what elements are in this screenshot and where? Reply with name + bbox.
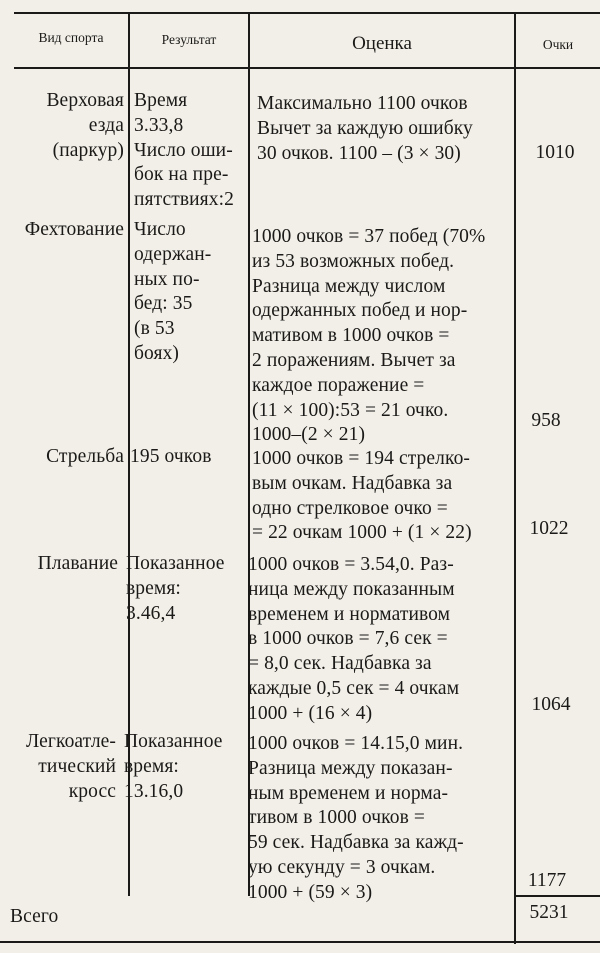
result-text: Показанное время: 13.16,0 bbox=[124, 731, 223, 802]
points-value: 1022 bbox=[529, 518, 569, 539]
result-text: Время 3.33,8 Число оши- бок на пре- пятствиях:2 bbox=[134, 90, 234, 211]
evaluation-text: 1000 очков = 194 стрелко- вым очкам. Надбавка за одно стрелковое очко = = 22 очкам 1000 + (1 × 22) bbox=[252, 448, 472, 544]
header-bottom-border bbox=[14, 67, 600, 69]
points-value: 1064 bbox=[531, 694, 571, 715]
total-label: Всего bbox=[10, 906, 59, 927]
sport-name: Плавание bbox=[37, 553, 118, 574]
header-sport: Вид спорта bbox=[38, 30, 104, 45]
header-points: Очки bbox=[542, 37, 574, 52]
total-points: 5231 bbox=[529, 902, 569, 923]
result-text: Показанное время: 3.46,4 bbox=[126, 553, 225, 624]
sport-name: Стрельба bbox=[46, 446, 124, 467]
points-value: 1177 bbox=[527, 870, 567, 891]
points-value: 1010 bbox=[535, 142, 575, 163]
evaluation-text: 1000 очков = 14.15,0 мин. Разница между показан- ным временем и норма- тивом в 1000 очков = 59 сек. Надбавка за кажд- ую секунду = 3 очкам. 1000 + (59 × 3) bbox=[248, 733, 464, 903]
header-evaluation: Оценка bbox=[352, 33, 412, 54]
top-border bbox=[14, 12, 600, 14]
evaluation-text: 1000 очков = 3.54,0. Раз- ница между показанным временем и нормативом в 1000 очков = 7,6 сек = = 8,0 сек. Надбавка за каждые 0,5 сек = 4 очкам 1000 + (16 × 4) bbox=[248, 554, 460, 724]
evaluation-text: 1000 очков = 37 побед (70% из 53 возможных побед. Разница между числом одержанных побед и нор- мативом в 1000 очков = 2 поражениям. Вычет за каждое поражение = (11 × 100):53 = 21 очко. 1000–(2 × 21) bbox=[252, 226, 486, 446]
total-separator bbox=[514, 895, 600, 897]
points-value: 958 bbox=[531, 410, 561, 431]
sport-name: Верховая езда (паркур) bbox=[46, 90, 124, 161]
evaluation-text: Максимально 1100 очков Вычет за каждую ошибку 30 очков. 1100 – (3 × 30) bbox=[257, 93, 473, 164]
result-text: 195 очков bbox=[130, 446, 212, 467]
sport-name: Легкоатле- тический кросс bbox=[25, 731, 116, 802]
result-text: Число одержан- ных по- бед: 35 (в 53 боях) bbox=[134, 219, 212, 364]
sport-name: Фехтование bbox=[24, 219, 124, 240]
header-result: Результат bbox=[161, 32, 217, 47]
bottom-border bbox=[0, 941, 600, 943]
